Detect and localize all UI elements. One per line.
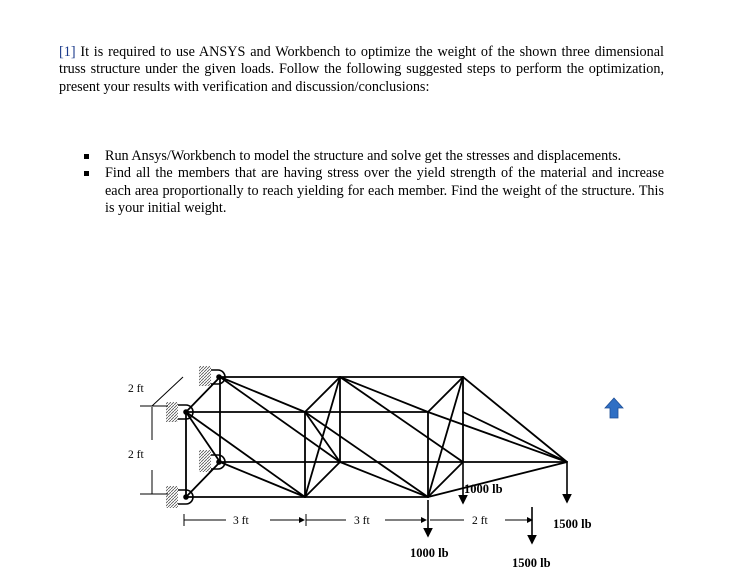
- pin-joints: [178, 370, 225, 504]
- dim-height-bottom: 2 ft: [128, 449, 144, 461]
- load-1000-bottom: 1000 lb: [410, 546, 449, 560]
- height-dimension: [140, 377, 183, 494]
- dim-span-2: 3 ft: [354, 515, 370, 527]
- load-1500-right: 1500 lb: [553, 517, 592, 531]
- arrow-up-icon: [605, 398, 623, 418]
- step-text: Run Ansys/Workbench to model the structure and solve get the stresses and displacements.: [105, 148, 622, 164]
- load-1000-top: 1000 lb: [464, 482, 503, 496]
- truss-members: [186, 377, 567, 497]
- dim-span-1: 3 ft: [233, 515, 249, 527]
- problem-text: It is required to use ANSYS and Workbench to optimize the weight of the shown three dimensional truss structure under the given loads. Follow the following suggested steps to perform the optimization, present your results with verification and discussion/conclusions:: [59, 44, 664, 95]
- load-1500-bottom: 1500 lb: [512, 556, 551, 570]
- step-text: Find all the members that are having stress over the yield strength of the material and increase each area proportionally to reach yielding for each member. Find the weight of the structure. This is your initial weight.: [105, 165, 664, 217]
- dim-span-3: 2 ft: [472, 515, 488, 527]
- problem-number: [1]: [59, 44, 76, 60]
- dim-height-top: 2 ft: [128, 383, 144, 395]
- wall-supports: [166, 366, 211, 508]
